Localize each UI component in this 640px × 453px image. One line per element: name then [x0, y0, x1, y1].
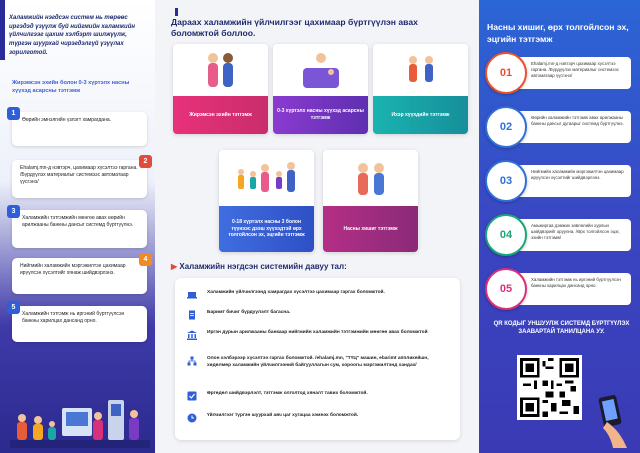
- left-panel: [0, 0, 155, 453]
- advantages-box: [175, 278, 460, 440]
- step-card-3: [12, 210, 147, 248]
- step-circle: [485, 214, 527, 256]
- qr-caption: QR КОДЫГ УНШУУЛЖ СИСТЕМД БҮРТГҮҮЛЭХ ЗААВАРТАЙ ТАНИЛЦАНА УУ.: [493, 321, 630, 336]
- right-step-text: Амьжиргаа дэмжих зөвлөлийн хурлын шийдвэрийг оруулна. /Өрх толгойлсон эцэг, эхийн тэтгэмж/: [519, 219, 631, 251]
- step-number: 05: [499, 283, 513, 295]
- section-subheading: Жирэмсэн эхийн болон 0-3 хүртэлх насны хүүхэд асарсны тэтгэмж: [12, 80, 130, 94]
- phone-scan-icon: [597, 392, 633, 448]
- step-number: 03: [499, 175, 513, 187]
- service-card-single-parent: [219, 150, 314, 252]
- advantage-text: Үйлчилгээг түргэн шуурхай авч цаг хугацаа хэмнэх боломжтой.: [207, 413, 359, 418]
- advantage-text: Халамжийн үйлчилгээнд хамрагдах хүсэлтээ цахимаар гаргах боломжтой.: [207, 290, 385, 295]
- card-label: 0-3 хүртэлх насны хүүхэд асарсны тэтгэмж: [273, 96, 368, 134]
- advantages-title: [171, 262, 347, 271]
- advantages-title-text: Халамжийн нэгдсэн системийн давуу тал:: [179, 262, 347, 271]
- advantage-item: [187, 391, 447, 401]
- twins-illustration: [373, 44, 468, 96]
- step-number: 01: [499, 67, 513, 79]
- step-card-1: [12, 112, 147, 146]
- large-family-illustration: [219, 150, 314, 206]
- advantage-item: [187, 356, 447, 369]
- card-label: Ихэр хүүхдийн тэтгэмж: [373, 96, 468, 134]
- right-step-2: [485, 106, 635, 148]
- people-at-kiosk-illustration: [10, 390, 150, 448]
- advantage-item: [187, 290, 447, 300]
- bank-icon: [187, 330, 197, 340]
- play-icon: ▶: [171, 262, 178, 271]
- step-text: Нийгмийн халамжийн мэргэжилтэн цахимаар ирүүлсэн хүсэлтийг хянаж шийдвэрлэнэ.: [20, 263, 126, 276]
- step-circle: [485, 52, 527, 94]
- right-step-text: Ehalamj.mn-д нэвтэрч цахимаар хүсэлтээ гаргана. /Бүрдүүлэх материалыг системээс автоматаар үүсгэнэ/: [519, 57, 631, 89]
- right-step-text: Өөрийн халамжийн тэтгэмж авах арилжааны банкны дансыг дугаарыг системд бүртгүүлнэ.: [519, 111, 631, 143]
- right-step-4: [485, 214, 635, 256]
- step-number: 4: [139, 253, 152, 266]
- document-icon: [187, 310, 197, 320]
- step-card-5: [12, 306, 147, 342]
- advantage-text: Баримт бичиг бүрдүүлэлт багасна.: [207, 310, 291, 315]
- service-card-twins: [373, 44, 468, 134]
- mother-child-illustration: [273, 44, 368, 96]
- right-step-5: [485, 268, 635, 310]
- right-step-text: Нийгмийн халамжийн мэргэжилтэн цахимаар ирүүлсэн хүсэлтийг шийдвэрлэнэ.: [519, 165, 631, 197]
- card-label: 0-18 хүртэлх насны 3 болон түүнээс дээш хүүхэдтэй өрх толгойлсон эх, эцгийн тэтгэмж: [219, 206, 314, 252]
- step-circle: [485, 160, 527, 202]
- service-card-child-care: [273, 44, 368, 134]
- qr-code[interactable]: [517, 355, 582, 420]
- step-text: Халамжийн тэтгэмж нь иргэний бүртгүүлсэн банкны харилцах дансанд орно.: [22, 311, 125, 324]
- network-icon: [187, 356, 197, 366]
- step-number: 04: [499, 229, 513, 241]
- step-text: Өөрийн эмнэлгийн үзлэгт хамрагдана.: [22, 117, 112, 123]
- step-text: Халамжийн тэтгэмжийн мөнгөө авах өөрийн арилжааны банкны дансыг системд бүртгүүлнэ.: [22, 215, 134, 228]
- step-circle: [485, 106, 527, 148]
- laptop-icon: [187, 290, 197, 300]
- intro-text: Халамжийн нэгдсэн систем нь төрөөс иргэдэд үзүүлж буй нийгмийн халамжийн үйлчилгээг цахим хэлбэрт шилжүүлж, түргэн шуурхай чирэгдэлгүй үзүүлах зорилготой.: [9, 15, 135, 56]
- advantage-text: Олон хэлбэрээр хүсэлтээ гаргах боломжтой. /ehalamj.mn, "ТҮЦ" машин, ebarimt аппликейшн, хөдөлмөр халамжийн үйлчилгээний байгууллагын сум, хороогы мэргэжилтэнд хандах/: [207, 356, 429, 368]
- title-marker: [175, 8, 178, 16]
- card-label: Насны хишиг тэтгэмж: [323, 206, 418, 252]
- step-number: 2: [139, 155, 152, 168]
- advantage-item: [187, 310, 447, 320]
- right-step-1: [485, 52, 635, 94]
- service-card-elderly: [323, 150, 418, 252]
- services-title: Дараах халамжийн үйлчилгээг цахимаар бүртгүүлэн авах боломжтой боллоо.: [171, 17, 418, 39]
- right-panel: [479, 0, 640, 453]
- advantage-text: Иргэн дурын арилжааны банкаар нийгмийн халамжийн тэтгэмжийн мөнгөө авах боломжтой: [207, 330, 428, 335]
- qr-code-image: [520, 358, 579, 417]
- advantage-item: [187, 330, 447, 340]
- right-step-text: Халамжийн тэтгэмж нь иргэний бүртгүүлсэн банкны харилцах дансанд орно.: [519, 273, 631, 305]
- step-card-4: [12, 258, 147, 294]
- card-label: Жирэмсэн эхийн тэтгэмж: [173, 96, 268, 134]
- elderly-couple-illustration: [323, 150, 418, 206]
- time-icon: [187, 413, 197, 423]
- step-number: 3: [7, 205, 20, 218]
- check-icon: [187, 391, 197, 401]
- step-card-2: [12, 160, 147, 198]
- right-step-3: [485, 160, 635, 202]
- advantage-item: [187, 413, 447, 423]
- step-text: Ehalamj.mn-д нэвтэрч, цахимаар хүсэлтээ гаргана. /Бүрдүүлэх материалыг системээс автоматаар үүсгэнэ/: [20, 165, 138, 185]
- right-title: Насны хишиг, өрх толгойлсон эх, эцгийн тэтгэмж: [487, 22, 629, 44]
- step-circle: [485, 268, 527, 310]
- step-number: 5: [7, 301, 20, 314]
- step-number: 02: [499, 121, 513, 133]
- middle-panel: [163, 0, 476, 453]
- advantage-text: Өргөдөл шийдвэрлэлт, тэтгэмж олголтод хяналт тавих боломжтой.: [207, 391, 368, 396]
- family-illustration: [173, 44, 268, 96]
- service-card-pregnant: [173, 44, 268, 134]
- step-number: 1: [7, 107, 20, 120]
- accent-bar: [0, 0, 5, 60]
